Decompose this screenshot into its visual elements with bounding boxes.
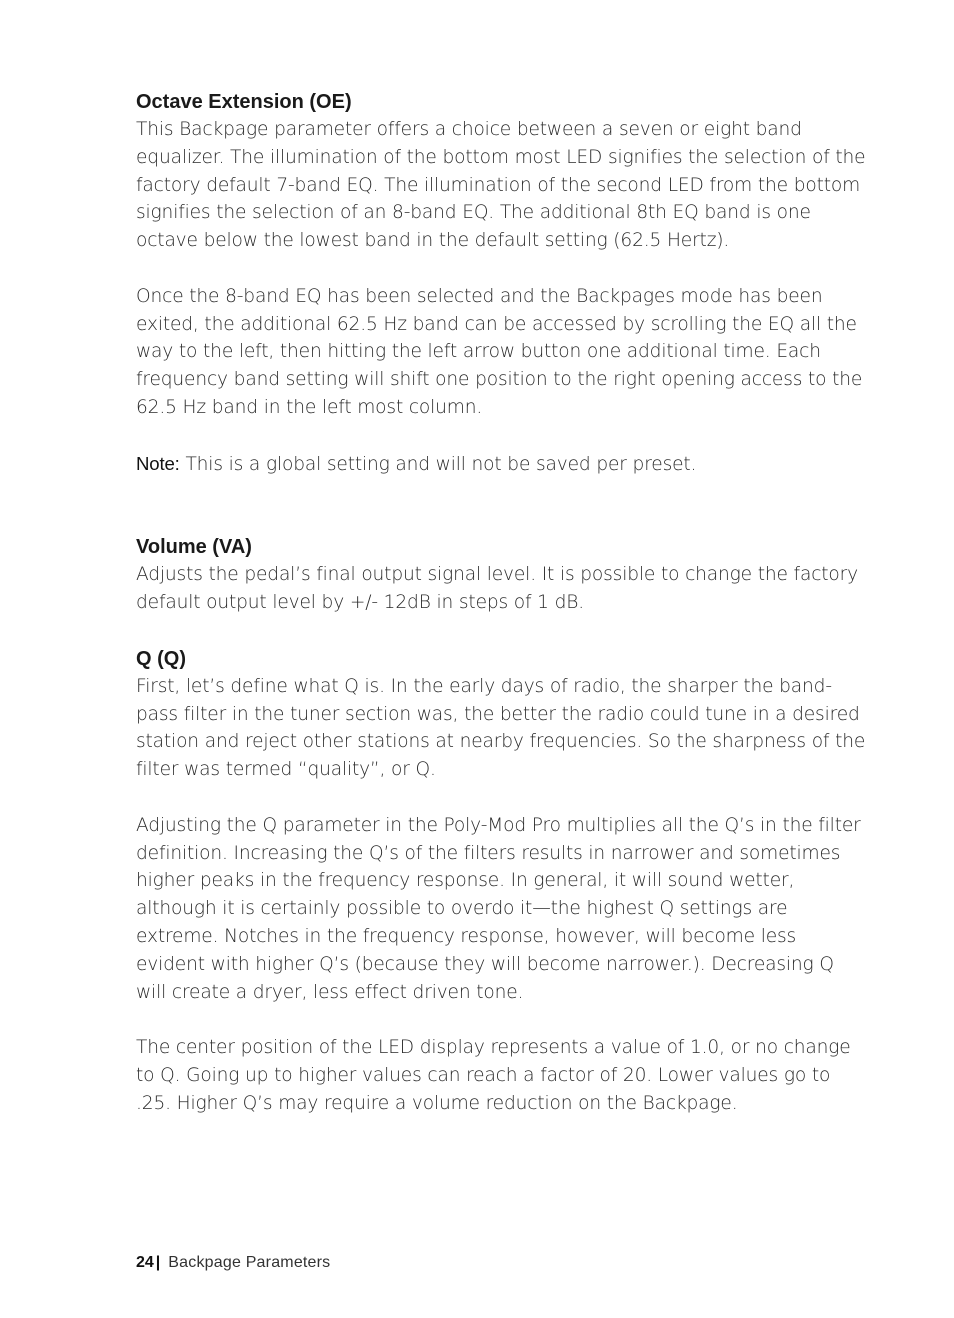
spacer bbox=[136, 1006, 866, 1034]
octave-paragraph-1: This Backpage parameter offers a choice between a seven or eight band equalizer. The illumination of the bottom most LED signifies the selection of the factory default 7-band EQ. The illumination of the second LED from the bottom signifies the selection of an 8-band EQ. The additional 8th EQ band is one octave below the lowest band in the default setting (62.5 Hertz). bbox=[136, 119, 866, 252]
spacer bbox=[136, 784, 866, 812]
spacer bbox=[136, 478, 866, 533]
q-paragraph-1: First, let’s define what Q is. In the early days of radio, the sharper the band-pass filter in the tuner section was, the better the radio could tune in a desired station and reject other stations at nearby frequencies. So the sharpness of the filter was termed “quality”, or Q. bbox=[136, 675, 866, 781]
spacer bbox=[136, 617, 866, 645]
q-paragraph-3: The center position of the LED display represents a value of 1.0, or no change to Q. Going up to higher values can reach a factor of 20. Lower values go to .25. Higher Q’s may require a volume reduction on the Backpage. bbox=[136, 1037, 851, 1114]
spacer bbox=[136, 422, 866, 450]
heading-volume: Volume (VA) bbox=[136, 536, 252, 559]
octave-note bbox=[136, 450, 866, 479]
heading-octave-extension: Octave Extension (OE) bbox=[136, 91, 352, 113]
heading-q: Q (Q) bbox=[136, 647, 186, 670]
volume-paragraph-1: Adjusts the pedal’s final output signal level. It is possible to change the factory default output level by +/- 12dB in steps of 1 dB. bbox=[136, 564, 858, 614]
note-label: Note: bbox=[136, 452, 180, 474]
footer-section-title: Backpage Parameters bbox=[168, 1254, 331, 1271]
spacer bbox=[136, 255, 866, 283]
page-content bbox=[136, 88, 866, 1118]
page-number: 24 bbox=[136, 1254, 154, 1271]
page-footer bbox=[136, 1252, 330, 1274]
q-paragraph-2: Adjusting the Q parameter in the Poly-Mod Pro multiplies all the Q’s in the filter definition. Increasing the Q’s of the filters results in narrower and sometimes higher peaks in the frequency response. In general, it will sound wetter, although it is certainly possible to overdo it—the highest Q settings are extreme. Notches in the frequency response, however, will become less evident with higher Q’s (because they will become narrower.). Decreasing Q will create a dryer, less effect driven tone. bbox=[136, 814, 861, 1003]
footer-separator: | bbox=[155, 1254, 161, 1271]
note-text: This is a global setting and will not be saved per preset. bbox=[179, 453, 697, 475]
octave-paragraph-2: Once the 8-band EQ has been selected and the Backpages mode has been exited, the additional 62.5 Hz band can be accessed by scrolling the EQ all the way to the left, then hitting the left arrow button one additional time. Each frequency band setting will shift one position to the right opening access to the 62.5 Hz band in the left most column. bbox=[136, 285, 863, 418]
